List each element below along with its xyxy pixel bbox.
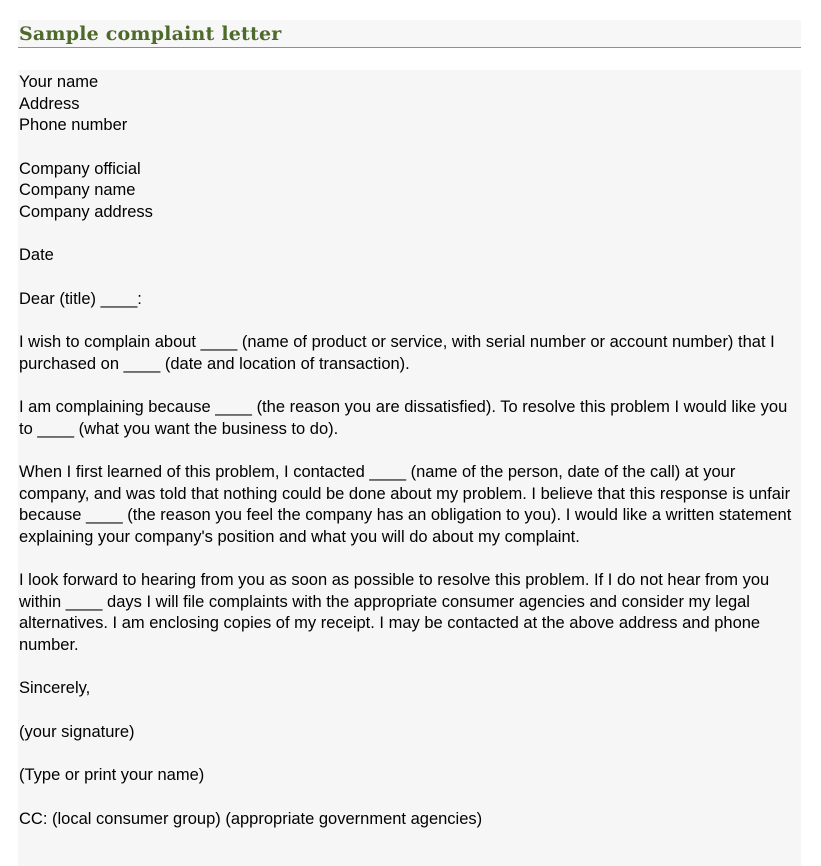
recipient-company: Company name <box>19 181 136 199</box>
recipient-official: Company official <box>19 159 141 178</box>
paragraph-complaint: I wish to complain about ____ (name of product or service, with serial number or account number) that I purchased on ____ (date and location of transaction). <box>19 333 775 373</box>
recipient-address: Company address <box>19 202 153 221</box>
sender-address: Address <box>19 94 80 113</box>
salutation: Dear (title) ____: <box>19 289 142 308</box>
sender-name: Your name <box>19 73 99 91</box>
printed-name-line: (Type or print your name) <box>19 766 205 784</box>
paragraph-reason: I am complaining because ____ (the reason you are dissatisfied). To resolve this problem I would like you to ____ (what you want the business to do). <box>19 398 788 438</box>
paragraph-followup: I look forward to hearing from you as soon as possible to resolve this problem. If I do not hear from you within ____ days I will file complaints with the appropriate consumer agencies and consider my legal alternatives. I am enclosing copies of my receipt. I may be contacted at the above address and phone number. <box>19 571 770 654</box>
letter-date: Date <box>19 246 54 264</box>
recipient-block <box>19 159 795 224</box>
page-title: Sample complaint letter <box>19 23 282 45</box>
title-bar <box>18 20 801 48</box>
letter-container <box>18 70 801 866</box>
cc-line: CC: (local consumer group) (appropriate government agencies) <box>19 809 483 828</box>
sender-block <box>19 72 795 137</box>
signature-line: (your signature) <box>19 722 135 741</box>
sender-phone: Phone number <box>19 116 128 134</box>
paragraph-contact: When I first learned of this problem, I contacted ____ (name of the person, date of the call) at your company, and was told that nothing could be done about my problem. I believe that this response is unfair because ____ (the reason you feel the company has an obligation to you). I would like a written statement explaining your company's position and what you will do about my complaint. <box>19 463 792 546</box>
closing: Sincerely, <box>19 679 91 697</box>
letter-body <box>19 72 795 830</box>
